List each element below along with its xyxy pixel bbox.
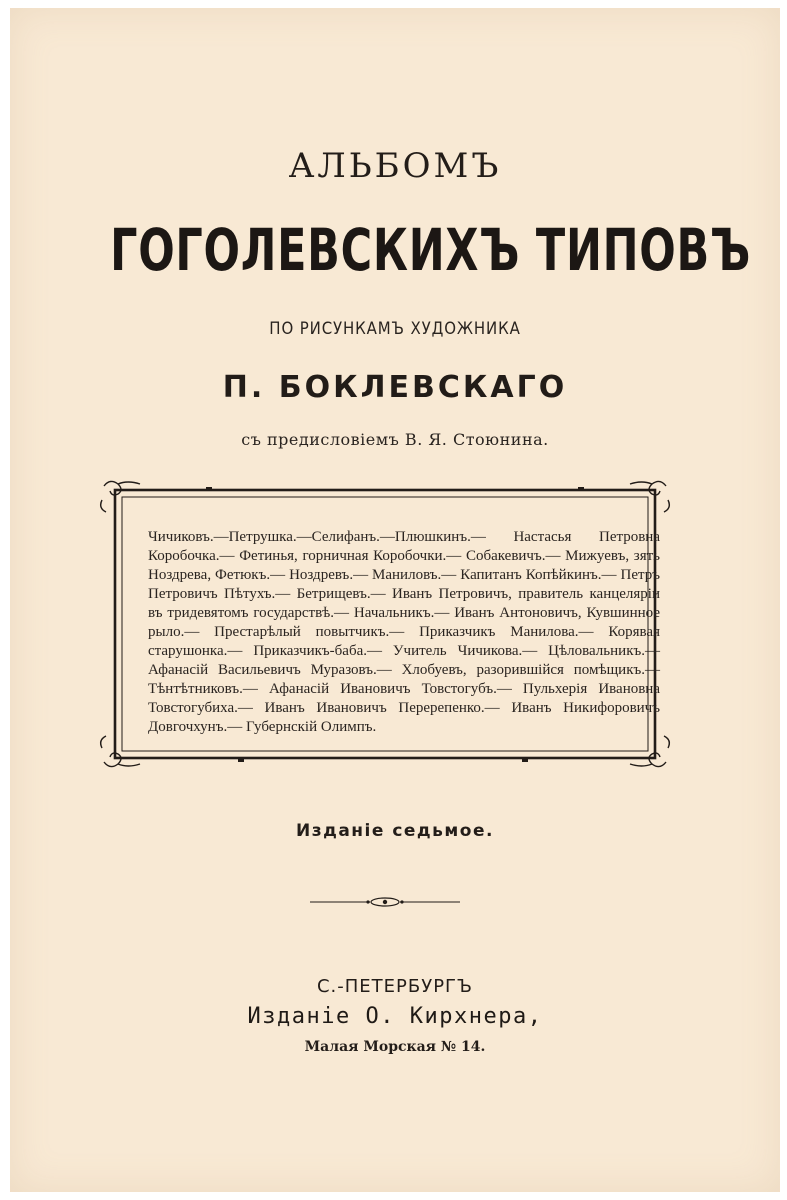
preface-note: съ предисловіемъ В. Я. Стоюнина. xyxy=(241,430,549,449)
character-list: Чичиковъ.—Петрушка.—Селифанъ.—Плюшкинъ.— Настасья Петровна Коробочка.— Фетинья, горничная Коробочки.— Собакевичъ.— Мижуевъ, зять Ноздрева, Фетюкъ.— Ноздревъ.— Маниловъ.— Капитанъ Копѣйкинъ.— Петръ Петровичъ Пѣтухъ.— Бетрищевъ.— Иванъ Петровичъ, правитель канцеляріи въ тридевятомъ государствѣ.— Начальникъ.— Иванъ Антоновичъ, Кувшинное рыло.— Престарѣлый повытчикъ.— Приказчикъ Манилова.— Корявая старушонка.— Приказчикъ-баба.— Учитель Чичикова.— Цѣловальникъ.— Афанасій Васильевичъ Муразовъ.— Хлобуевъ, разорившійся помѣщикъ.—Тѣнтѣтниковъ.— Афанасій Ивановичъ Товстогубъ.— Пульхерія Ивановна Товстогубиха.— Иванъ Ивановичъ Перерепенко.— Иванъ Никифоровичъ Довгочхунъ.— Губернскій Олимпъ. xyxy=(148,529,660,735)
title-page xyxy=(10,8,780,1192)
contents-box xyxy=(148,528,660,737)
main-title: ГОГОЛЕВСКИХЪ ТИПОВЪ xyxy=(110,216,752,284)
publisher-address: Малая Морская № 14. xyxy=(304,1039,486,1055)
edition-label: Изданіе седьмое. xyxy=(296,821,494,841)
subtitle: ПО РИСУНКАМЪ ХУДОЖНИКА xyxy=(269,319,521,339)
publisher-name: Изданіе О. Кирхнера, xyxy=(247,1004,543,1029)
city-name: С.-ПЕТЕРБУРГЪ xyxy=(316,976,474,997)
divider-ornament-icon xyxy=(310,892,460,912)
artist-name: П. БОКЛЕВСКАГО xyxy=(222,370,568,405)
album-heading: АЛЬБОМЪ xyxy=(288,146,502,186)
